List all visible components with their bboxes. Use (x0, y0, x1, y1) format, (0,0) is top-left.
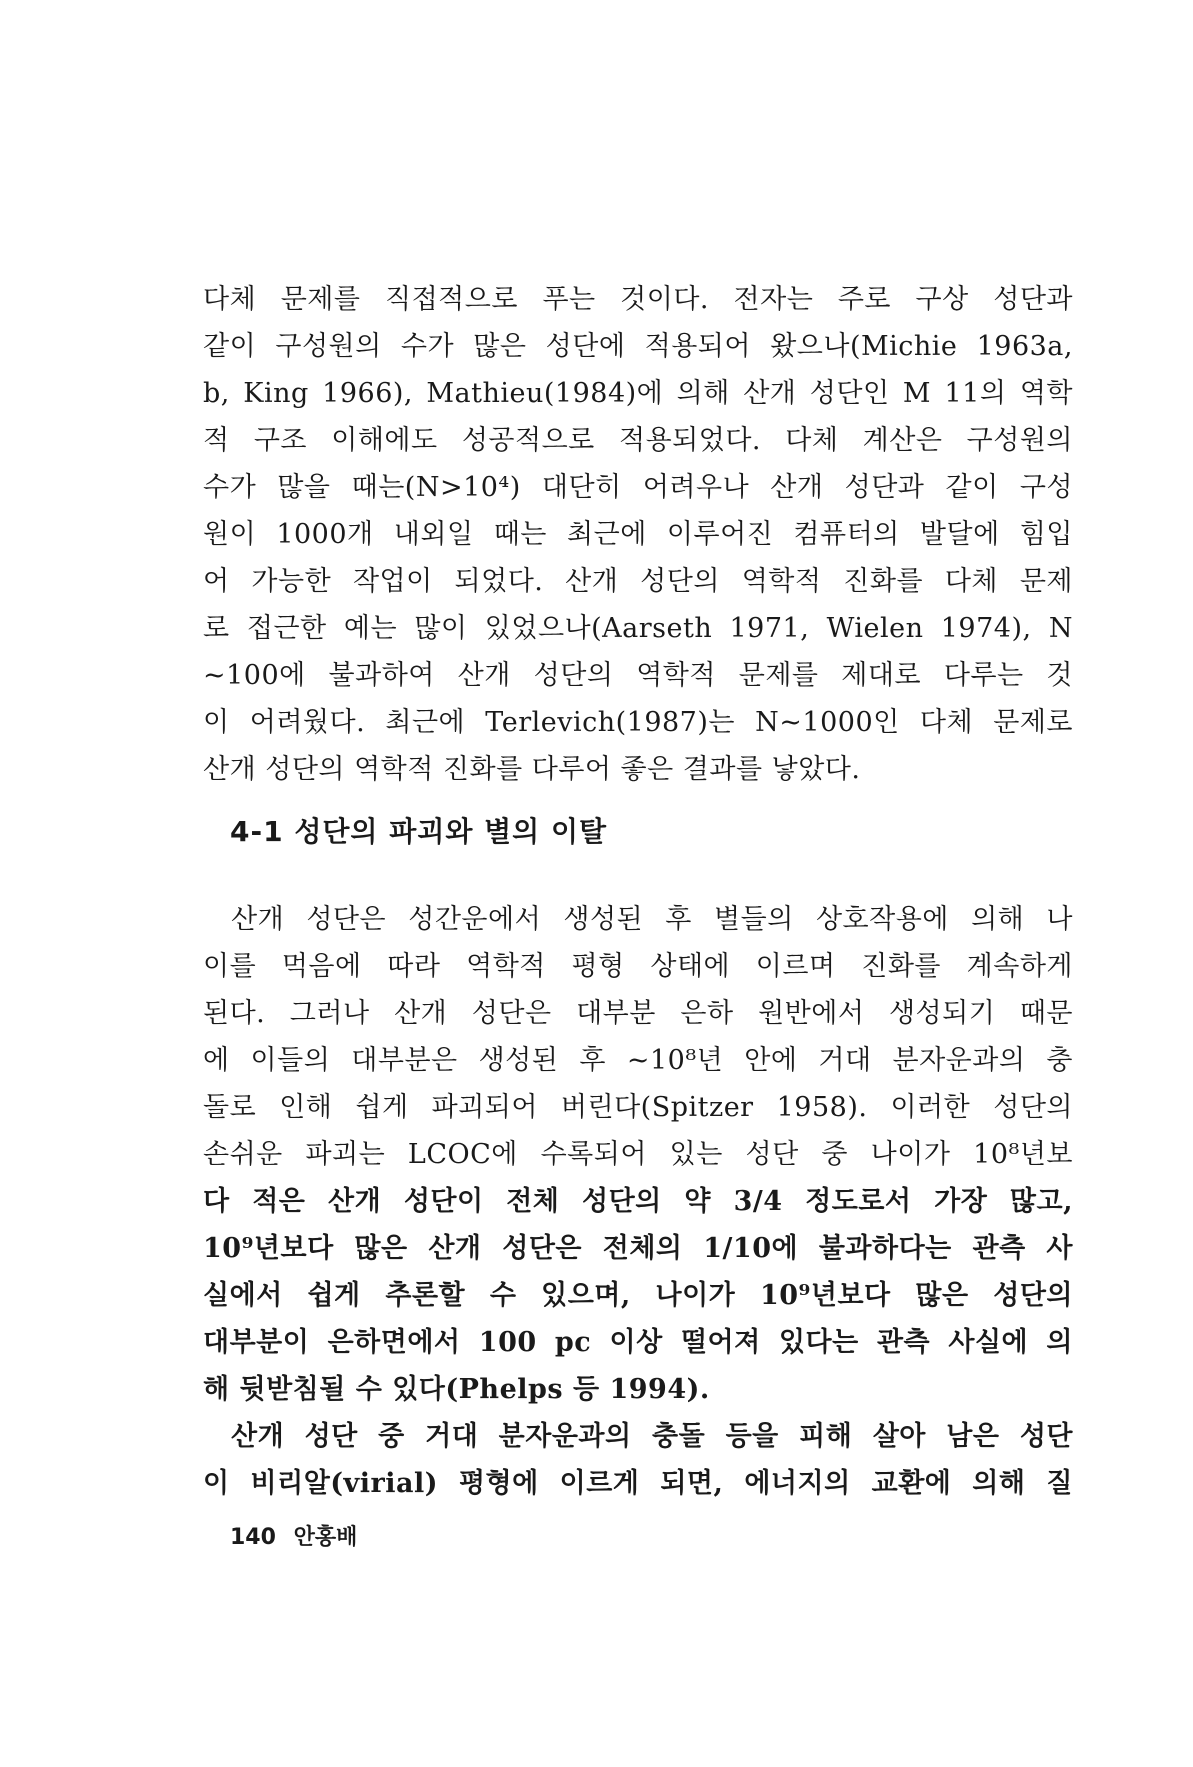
text-line: 된다. 그러나 산개 성단은 대부분 은하 원반에서 생성되기 때문 (203, 998, 1073, 1029)
text-line: 에 이들의 대부분은 생성된 후 ~10⁸년 안에 거대 분자운과의 충 (203, 1045, 1073, 1076)
text-line: 다 적은 산개 성단이 전체 성단의 약 3/4 정도로서 가장 많고, (203, 1186, 1073, 1217)
paragraph-cluster-disruption (203, 896, 1073, 1507)
text-line: 10⁹년보다 많은 산개 성단은 전체의 1/10에 불과하다는 관측 사 (203, 1233, 1073, 1264)
text-line: 돌로 인해 쉽게 파괴되어 버린다(Spitzer 1958). 이러한 성단의 (203, 1092, 1073, 1123)
text-line: 산개 성단 중 거대 분자운과의 충돌 등을 피해 살아 남은 성단 (231, 1421, 1073, 1452)
text-line: 같이 구성원의 수가 많은 성단에 적용되어 왔으나(Michie 1963a, (203, 331, 1073, 362)
text-line: 어 가능한 작업이 되었다. 산개 성단의 역학적 진화를 다체 문제 (203, 566, 1073, 597)
text-line: b, King 1966), Mathieu(1984)에 의해 산개 성단인 M 11의 역학 (203, 378, 1073, 409)
text-line: 대부분이 은하면에서 100 pc 이상 떨어져 있다는 관측 사실에 의 (203, 1327, 1073, 1358)
text-line: 해 뒷받침될 수 있다(Phelps 등 1994). (203, 1374, 710, 1405)
text-line: 실에서 쉽게 추론할 수 있으며, 나이가 10⁹년보다 많은 성단의 (203, 1280, 1073, 1311)
text-line: 이를 먹음에 따라 역학적 평형 상태에 이르며 진화를 계속하게 (203, 951, 1073, 982)
text-line: 원이 1000개 내외일 때는 최근에 이루어진 컴퓨터의 발달에 힘입 (203, 519, 1073, 550)
text-line: 적 구조 이해에도 성공적으로 적용되었다. 다체 계산은 구성원의 (203, 425, 1073, 456)
text-line: 수가 많을 때는(N>10⁴) 대단히 어려우나 산개 성단과 같이 구성 (203, 472, 1073, 503)
text-line: 다체 문제를 직접적으로 푸는 것이다. 전자는 주로 구상 성단과 (203, 284, 1073, 315)
page-number: 140 (230, 1525, 276, 1550)
text-line: 손쉬운 파괴는 LCOC에 수록되어 있는 성단 중 나이가 10⁸년보 (203, 1139, 1073, 1170)
page-footer (230, 1520, 357, 1551)
text-line: 로 접근한 예는 많이 있었으나(Aarseth 1971, Wielen 1974), N (203, 613, 1073, 644)
text-line: 이 비리알(virial) 평형에 이르게 되면, 에너지의 교환에 의해 질 (203, 1468, 1073, 1499)
section-heading: 4-1 성단의 파괴와 별의 이탈 (230, 815, 608, 848)
text-line: ~100에 불과하여 산개 성단의 역학적 문제를 제대로 다루는 것 (203, 660, 1073, 691)
paragraph-nbody-methods (203, 276, 1073, 793)
text-line: 산개 성단은 성간운에서 생성된 후 별들의 상호작용에 의해 나 (231, 904, 1073, 935)
text-line: 이 어려웠다. 최근에 Terlevich(1987)는 N~1000인 다체 문제로 (203, 707, 1073, 738)
author-name: 안홍배 (293, 1525, 358, 1550)
text-line: 산개 성단의 역학적 진화를 다루어 좋은 결과를 낳았다. (203, 754, 861, 785)
